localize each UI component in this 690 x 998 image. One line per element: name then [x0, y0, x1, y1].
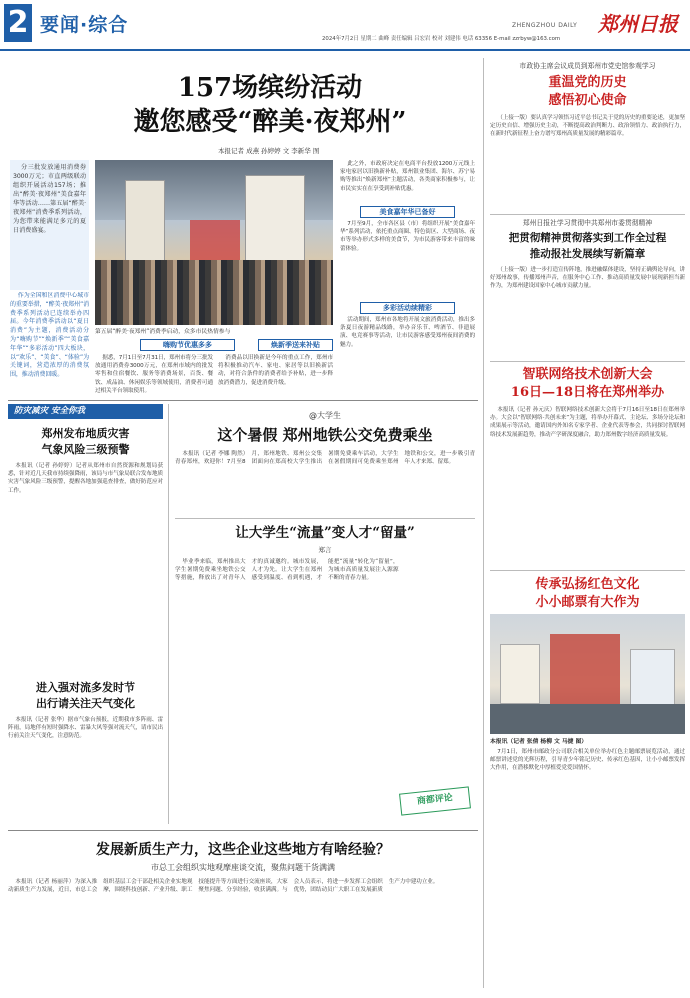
sidebar-title-2b: 推动报社发展续写新篇章 — [529, 248, 646, 260]
date-line: 2024年7月2日 星期二 曲峰 责任编辑 吕宏岩 校对 刘建伟 电话 63356 E-mail zzrbyw@163.com — [322, 36, 561, 42]
metro-headline: 这个暑假 郑州地铁公交免费乘坐 — [217, 426, 433, 444]
bottom-subtitle: 市总工会组织实地观摩座谈交流，聚焦问题干货满满 — [151, 863, 335, 872]
lead-summary: 分三批发放通用消费券3000万元；市直两级联动组织开展活动157场；推出“醉美·夜郑州”美食嘉年华等活动……第五届“醉美·夜郑州”消费季系列活动，为您带来能满足多元的夏日消费盛宴。 — [10, 160, 89, 290]
sidebar-kicker-2: 郑州日报社学习贯彻中共郑州市委贯彻精神 — [522, 219, 653, 227]
subhead-food: 美食嘉年华已备好 — [360, 206, 455, 218]
sidebar-body-4: 7月1日，郑州市邮政分公司联合相关单位举办红色主题邮票展览活动，通过邮票讲述党的光辉历程，引导青少年铭记历史、传承红色基因，让小小邮票发挥大作用，在潜移默化中厚植爱党爱国情怀。 — [490, 749, 685, 772]
metro-body: 本报讯（记者 李娜 陶然）青春郑州，欢迎你！7月至8月，郑州地铁、郑州公交集团面向在郑高校大学生推出暑期免费乘车活动，大学生在暑假期间可免费乘坐郑州地铁和公交，进一步吸引青年人才来郑、留郑。 — [175, 451, 475, 466]
subhead-activities: 多彩活动续精彩 — [360, 302, 455, 314]
sidebar-title-1a: 重温党的历史 — [548, 75, 627, 90]
safety-body-2: 本报讯（记者 张华）据市气象台预报，近期我市多阵雨、雷阵雨，局地伴有短时强降水、雷暴大风等强对流天气，请市民出行前关注天气变化，注意防范。 — [8, 717, 163, 740]
sidebar-title-4a: 传承弘扬红色文化 — [535, 577, 640, 592]
lead-headline-line2: 邀您感受“醉美·夜郑州” — [133, 107, 407, 137]
sidebar-body-1: （上接一版）要认真学习领悟习近平总书记关于党的历史的重要论述，更加坚定历史自信、增强历史主动，不断提高政治判断力、政治领悟力、政治执行力，在新时代新征程上奋力谱写郑州高质量发展的精彩篇章。 — [490, 115, 685, 138]
safety-title-1b: 气象风险三级预警 — [41, 443, 130, 456]
safety-title-1a: 郑州发布地质灾害 — [41, 427, 130, 440]
lead-photo — [95, 160, 333, 325]
sidebar-title-3b: 16日—18日将在郑州举办 — [510, 385, 665, 400]
metro-kicker: @大学生 — [309, 411, 341, 420]
lead-body-col4: 此之外，市政府决定在电商平台投放1200万元线上家电家居以旧换新补贴，郑州银业集团、海尔、苏宁易购等推出“焕新郑州”主题活动，各类商家积极参与，让市民实实在在享受到补贴优惠。 — [340, 161, 475, 192]
sidebar-body-2: （上接一版）进一步打造宣传阵地，推进融媒体建设，坚持正确舆论导向，讲好郑州故事，传播郑州声音，在服务中心工作、推动高质量发展中展现新担当新作为，为郑州建设国家中心城市贡献力量。 — [490, 267, 685, 290]
masthead — [0, 0, 690, 52]
paper-english-name: ZHENGZHOU DAILY — [512, 22, 578, 29]
sidebar-title-3a: 智联网络技术创新大会 — [522, 367, 653, 382]
comment-headline: 让大学生“流量”变人才“留量” — [235, 525, 415, 541]
subhead-renewal: 焕新季送来补贴 — [258, 339, 333, 351]
sidebar-body-3: 本报讯（记者 孙元庆）智联网络技术创新大会将于7月16日至18日在郑州举办。大会以“智联网络·共创未来”为主题，将举办开幕式、主论坛、多场分论坛和成果展示等活动，邀请国内外知名专家学者、企业代表等参会，共同探讨智联网络技术发展新趋势，推动产学研深度融合，助力郑州数字经济高质量发展。 — [490, 407, 685, 438]
sidebar-title-4b: 小小邮票有大作为 — [535, 595, 640, 610]
bottom-headline: 发展新质生产力，这些企业这些地方有啥经验？ — [96, 842, 390, 858]
subhead-shopping: 嗨购节优惠多多 — [140, 339, 235, 351]
sidebar-kicker-1: 市政协主席会议成员到郑州市党史馆参观学习 — [519, 62, 656, 70]
lead-body-col2: 据悉，7月1日至7月31日，郑州市将分三批发放通用消费券3000万元，在郑州市域内的批发零售和住宿餐饮、服务等消费场景，百货、餐饮、成品油、休闲娱乐等领域使用，消费者可通过相关平台领取使用。 — [95, 355, 213, 394]
sidebar-photo-stamps — [490, 614, 685, 734]
lead-body-col1: 作为全国和区消费中心城市的重要举措，“醉美·夜郑州”消费季系列活动已连续举办四届。今年消费季活动以“夏日消费”为主题，消费活动分为“嗨购节”“焕新季”“美食嘉年华”“多彩活动”四大板块，以“欢乐”、“美食”、“体验”为关键词，营造浓厚的消费氛围，推动消费回暖。 — [10, 292, 89, 379]
lead-headline-line1: 157场缤纷活动 — [177, 73, 363, 103]
lead-byline: 本报记者 成燕 孙婷婷 文 李新华 图 — [218, 147, 320, 155]
safety-body-1: 本报讯（记者 孙婷婷）记者从郑州市自然资源和规划局获悉，针对近几天我市持续强降雨，该局与市气象局联合发布地质灾害气象风险三级预警，提醒各地加强巡查排查，做好防范应对工作。 — [8, 463, 163, 494]
comment-body: 毕业季来临，郑州推出大学生暑期免费乘坐地铁公交等措施，释放出了对青年人才的真诚邀约。城市发展，人才为先。让大学生在郑州感受到温度、看到机遇，才能把“流量”转化为“留量”，为城市高质量发展注入源源不断的青春力量。 — [175, 559, 399, 582]
section-title: 要闻·综合 — [40, 14, 129, 36]
lead-body-col3: 消费品以旧换新是今年的重点工作，郑州市将积极推动汽车、家电、家居等以旧换新活动，对符合条件的消费者给予补贴，进一步释放消费潜力，促进消费升级。 — [218, 355, 333, 386]
comment-author: 郑言 — [318, 546, 332, 554]
page-number-badge: 2 — [4, 4, 32, 42]
bottom-body: 本报讯（记者 杨丽萍）为深入推动新质生产力发展，近日，市总工会组织基层工会干部赴相关企业实地观摩，围绕科技创新、产业升级、职工技能提升等方面进行交流座谈，大家聚焦问题、分享经验，收获满满。与会人员表示，将进一步发挥工会组织优势，团结动员广大职工在发展新质生产力中建功立业。 — [8, 879, 439, 894]
paper-logo: 郑州日报 — [598, 12, 678, 36]
sidebar-title-1b: 感悟初心使命 — [548, 93, 627, 108]
lead-body-col6: 活动期间，郑州市各地将开展文旅消费活动，推出多条夏日夜游精品线路，举办音乐节、啤酒节、非遗展演、电竞赛事等活动，让市民游客感受郑州夜间消费的魅力。 — [340, 317, 475, 348]
safety-title-2b: 出行请关注天气变化 — [36, 697, 135, 710]
sidebar-photo-caption: 本报讯（记者 张倩 杨柳 文 马捷 图） — [490, 739, 588, 745]
comment-stamp: 商都评论 — [399, 786, 471, 815]
safety-title-2a: 进入强对流多发时节 — [36, 681, 135, 694]
safety-banner: 防灾减灾 安全你我 — [8, 404, 163, 419]
sidebar-title-2a: 把贯彻精神贯彻落实到工作全过程 — [508, 232, 667, 244]
lead-photo-caption: 第五届“醉美·夜郑州”消费季启动，众多市民热情参与 — [95, 329, 231, 335]
lead-body-col5: 7月至9月，全市各区县（市）将组织开展“美食嘉年华”系列活动，依托重点商圈、特色街区、大型商场、夜市等举办形式多样的美食节，为市民游客带来丰富的味蕾体验。 — [340, 221, 475, 252]
